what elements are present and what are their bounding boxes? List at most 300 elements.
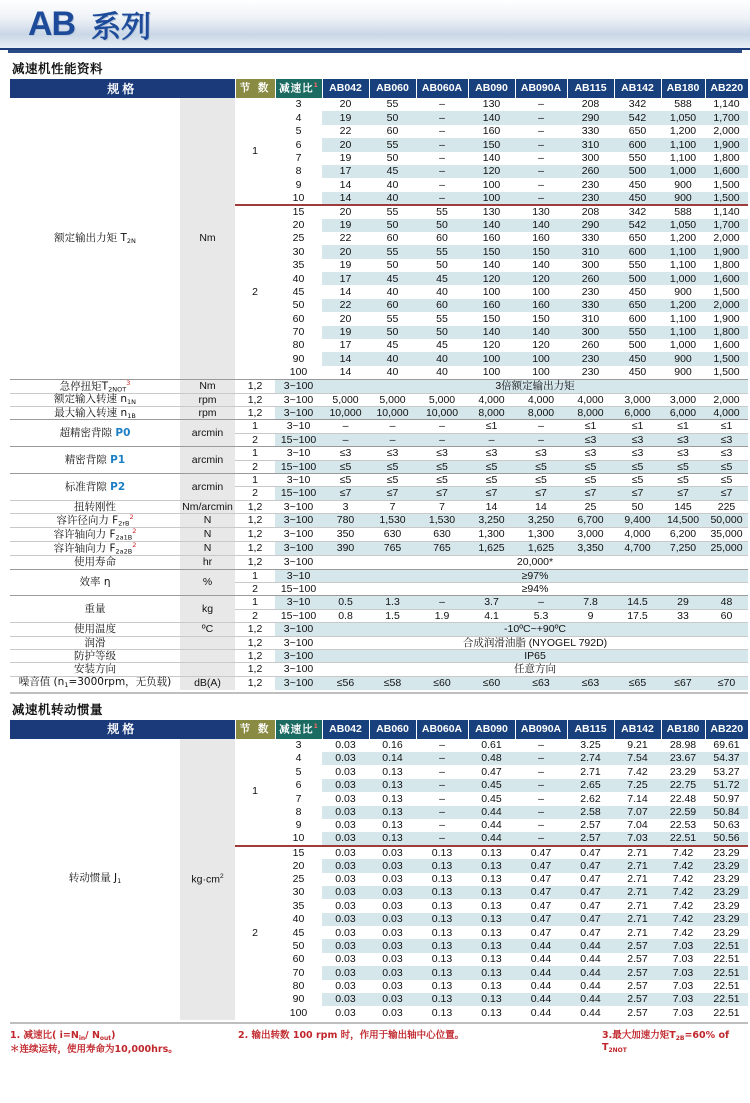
cell-value-5: ≤5 — [567, 460, 614, 473]
cell-value-1: 40 — [369, 352, 416, 365]
cell-value-6: 2.71 — [614, 873, 661, 886]
cell-span-value: IP65 — [322, 649, 748, 662]
cell-value-5: 2.58 — [567, 806, 614, 819]
cell-stage: 1,2 — [235, 500, 275, 513]
cell-value-0: 17 — [322, 339, 369, 352]
cell-value-8: 23.29 — [705, 873, 748, 886]
cell-value-5: 2.62 — [567, 792, 614, 805]
cell-value-2: – — [416, 125, 468, 138]
cell-ratio: 90 — [275, 993, 322, 1006]
cell-ratio: 3~100 — [275, 663, 322, 676]
row-label-5: 标准背隙 P2 — [10, 474, 180, 501]
cell-value-2: 50 — [416, 259, 468, 272]
cell-value-0: 0.03 — [322, 739, 369, 752]
cell-value-7: 14,500 — [661, 514, 705, 528]
cell-ratio: 3~100 — [275, 676, 322, 689]
cell-value-7: 6,000 — [661, 407, 705, 420]
cell-value-7: 22.59 — [661, 806, 705, 819]
cell-value-6: ≤1 — [614, 420, 661, 433]
cell-value-7: 1,100 — [661, 326, 705, 339]
cell-ratio: 20 — [275, 859, 322, 872]
cell-value-6: 4,700 — [614, 542, 661, 556]
cell-ratio: 60 — [275, 953, 322, 966]
cell-value-4: – — [515, 806, 567, 819]
cell-ratio: 3~10 — [275, 420, 322, 433]
cell-value-8: ≤5 — [705, 460, 748, 473]
cell-value-0: 0.03 — [322, 819, 369, 832]
cell-value-8: 23.29 — [705, 926, 748, 939]
cell-value-7: 7.42 — [661, 846, 705, 859]
cell-value-6: 7.25 — [614, 779, 661, 792]
cell-value-4: 100 — [515, 285, 567, 298]
cell-value-8: 1,140 — [705, 98, 748, 111]
cell-value-1: 0.03 — [369, 886, 416, 899]
cell-value-8: 23.29 — [705, 846, 748, 859]
header-model-ab180: AB180 — [661, 79, 705, 98]
cell-value-0: 20 — [322, 98, 369, 111]
cell-value-6: 6,000 — [614, 407, 661, 420]
cell-stage: 1,2 — [235, 663, 275, 676]
cell-value-2: – — [416, 420, 468, 433]
cell-value-2: – — [416, 192, 468, 205]
cell-value-6: ≤5 — [614, 460, 661, 473]
cell-value-4: 150 — [515, 312, 567, 325]
cell-ratio: 30 — [275, 245, 322, 258]
cell-ratio: 15~100 — [275, 609, 322, 622]
cell-value-8: 50.56 — [705, 832, 748, 845]
cell-value-5: 260 — [567, 272, 614, 285]
cell-value-7: 6,200 — [661, 528, 705, 542]
cell-ratio: 35 — [275, 259, 322, 272]
cell-value-4: 0.47 — [515, 846, 567, 859]
cell-span-value: 合成润滑油脂 (NYOGEL 792D) — [322, 636, 748, 649]
cell-value-2: 0.13 — [416, 913, 468, 926]
cell-value-3: 140 — [468, 111, 515, 124]
cell-value-5: 208 — [567, 205, 614, 218]
cell-value-7: 1,100 — [661, 312, 705, 325]
cell-value-7: ≤5 — [661, 474, 705, 487]
cell-ratio: 3~100 — [275, 500, 322, 513]
cell-value-2: – — [416, 819, 468, 832]
cell-value-3: 140 — [468, 219, 515, 232]
cell-value-1: 0.03 — [369, 980, 416, 993]
cell-value-8: 225 — [705, 500, 748, 513]
cell-value-5: 300 — [567, 326, 614, 339]
cell-value-0: 390 — [322, 542, 369, 556]
cell-value-6: 17.5 — [614, 609, 661, 622]
cell-value-1: ≤5 — [369, 474, 416, 487]
header-model-ab115: AB115 — [567, 720, 614, 739]
cell-value-2: 0.13 — [416, 926, 468, 939]
cell-value-4: – — [515, 420, 567, 433]
cell-ratio: 15~100 — [275, 583, 322, 596]
cell-value-7: 33 — [661, 609, 705, 622]
cell-ratio: 3~100 — [275, 542, 322, 556]
cell-value-2: 55 — [416, 312, 468, 325]
cell-ratio: 3~100 — [275, 623, 322, 636]
cell-value-0: 0.03 — [322, 939, 369, 952]
cell-value-4: 4,000 — [515, 393, 567, 406]
cell-ratio: 3~10 — [275, 569, 322, 582]
cell-value-0: 22 — [322, 125, 369, 138]
cell-ratio: 60 — [275, 312, 322, 325]
cell-value-8: 22.51 — [705, 953, 748, 966]
cell-value-8: 53.27 — [705, 765, 748, 778]
cell-value-0: 19 — [322, 259, 369, 272]
cell-value-1: 40 — [369, 178, 416, 191]
cell-value-1: ≤3 — [369, 447, 416, 460]
cell-value-2: 40 — [416, 352, 468, 365]
cell-value-7: 1,100 — [661, 138, 705, 151]
cell-value-0: ≤5 — [322, 460, 369, 473]
cell-value-3: 0.13 — [468, 886, 515, 899]
footnote-1: 1. 减速比( $i=N_{in}/$ $N_{out}$) — [10, 1029, 116, 1042]
cell-value-1: 40 — [369, 366, 416, 379]
cell-value-6: 500 — [614, 165, 661, 178]
cell-span-value: 3倍额定输出力矩 — [322, 379, 748, 393]
cell-stage: 2 — [235, 460, 275, 473]
row-unit-3: arcmin — [180, 420, 235, 447]
row-label-0: 急停扭矩$T_{2NOT}^3$ — [10, 379, 180, 393]
cell-value-2: 0.13 — [416, 993, 468, 1006]
row-label-6: 扭转刚性 — [10, 500, 180, 513]
row-label-8: 容许轴向力 $F_{2a1B}^2$ — [10, 528, 180, 542]
table-row — [10, 500, 748, 513]
cell-value-7: 3,000 — [661, 393, 705, 406]
cell-value-1: 45 — [369, 272, 416, 285]
cell-value-2: 55 — [416, 205, 468, 218]
cell-ratio: 15 — [275, 846, 322, 859]
cell-value-6: 542 — [614, 219, 661, 232]
cell-value-6: 650 — [614, 232, 661, 245]
cell-value-6: 450 — [614, 366, 661, 379]
cell-value-3: 0.13 — [468, 859, 515, 872]
cell-value-6: 342 — [614, 98, 661, 111]
cell-value-2: 0.13 — [416, 953, 468, 966]
cell-value-7: 7.42 — [661, 859, 705, 872]
cell-value-0: 0.03 — [322, 779, 369, 792]
row-unit-2: rpm — [180, 407, 235, 420]
cell-value-0: 0.03 — [322, 913, 369, 926]
cell-value-4: – — [515, 178, 567, 191]
cell-value-1: 0.03 — [369, 859, 416, 872]
cell-value-6: 4,000 — [614, 528, 661, 542]
cell-value-7: ≤1 — [661, 420, 705, 433]
cell-value-4: 150 — [515, 245, 567, 258]
cell-value-1: 0.13 — [369, 779, 416, 792]
cell-value-7: 900 — [661, 192, 705, 205]
cell-value-5: 3,350 — [567, 542, 614, 556]
cell-value-5: 230 — [567, 192, 614, 205]
row-stage-1: 1 — [235, 739, 275, 846]
cell-value-0: 0.03 — [322, 886, 369, 899]
cell-value-0: 0.03 — [322, 980, 369, 993]
row-label-inertia: 转动惯量 $J_1$ — [10, 739, 180, 1020]
cell-value-5: 208 — [567, 98, 614, 111]
table1-bottom-rule — [10, 692, 748, 694]
cell-value-7: 145 — [661, 500, 705, 513]
cell-ratio: 20 — [275, 219, 322, 232]
cell-value-6: ≤7 — [614, 487, 661, 500]
row-unit-9: N — [180, 542, 235, 556]
cell-value-5: 0.47 — [567, 846, 614, 859]
cell-value-3: 0.45 — [468, 779, 515, 792]
cell-value-2: – — [416, 779, 468, 792]
row-unit-inertia: $kg\cdot cm^2$ — [180, 739, 235, 1020]
row-unit-7: N — [180, 514, 235, 528]
cell-value-0: 0.03 — [322, 953, 369, 966]
cell-stage: 1 — [235, 569, 275, 582]
cell-value-4: 0.44 — [515, 966, 567, 979]
cell-value-8: 2,000 — [705, 299, 748, 312]
cell-value-3: 0.44 — [468, 819, 515, 832]
cell-value-4: 120 — [515, 272, 567, 285]
cell-value-2: – — [416, 98, 468, 111]
cell-value-2: – — [416, 178, 468, 191]
cell-stage: 1,2 — [235, 393, 275, 406]
cell-value-3: 0.13 — [468, 926, 515, 939]
cell-value-7: 1,200 — [661, 232, 705, 245]
cell-value-6: 500 — [614, 339, 661, 352]
cell-value-7: 588 — [661, 205, 705, 218]
header-model-ab042: AB042 — [322, 79, 369, 98]
cell-value-8: 50,000 — [705, 514, 748, 528]
cell-value-2: 0.13 — [416, 939, 468, 952]
cell-value-7: 28.98 — [661, 739, 705, 752]
cell-value-0: ≤56 — [322, 676, 369, 689]
row-stage-2: 2 — [235, 205, 275, 379]
cell-value-1: 40 — [369, 285, 416, 298]
cell-value-3: 100 — [468, 192, 515, 205]
cell-value-8: 1,600 — [705, 272, 748, 285]
cell-value-2: 60 — [416, 232, 468, 245]
cell-value-0: 19 — [322, 219, 369, 232]
cell-value-0: 780 — [322, 514, 369, 528]
cell-value-7: 7.42 — [661, 886, 705, 899]
row-unit-rated-torque: Nm — [180, 98, 235, 379]
cell-value-8: 23.29 — [705, 899, 748, 912]
cell-stage: 1 — [235, 474, 275, 487]
cell-value-4: – — [515, 779, 567, 792]
cell-value-0: 10,000 — [322, 407, 369, 420]
cell-value-3: 0.13 — [468, 899, 515, 912]
header-model-ab060a: AB060A — [416, 720, 468, 739]
cell-value-5: 8,000 — [567, 407, 614, 420]
cell-value-6: 650 — [614, 125, 661, 138]
cell-value-3: 100 — [468, 285, 515, 298]
cell-value-1: 50 — [369, 152, 416, 165]
cell-value-2: – — [416, 806, 468, 819]
cell-value-4: 0.44 — [515, 1006, 567, 1019]
cell-value-6: 7.07 — [614, 806, 661, 819]
cell-ratio: 15~100 — [275, 433, 322, 446]
cell-value-4: ≤5 — [515, 460, 567, 473]
cell-value-2: 10,000 — [416, 407, 468, 420]
header-ratio: 减速比$^1$ — [275, 79, 322, 98]
banner-divider — [8, 50, 742, 53]
header-model-ab220: AB220 — [705, 720, 748, 739]
cell-value-5: 0.44 — [567, 993, 614, 1006]
cell-value-8: 1,500 — [705, 366, 748, 379]
footnotes — [10, 1027, 748, 1057]
cell-value-3: ≤7 — [468, 487, 515, 500]
cell-value-1: 0.03 — [369, 846, 416, 859]
cell-value-2: 50 — [416, 219, 468, 232]
cell-value-3: 150 — [468, 245, 515, 258]
cell-value-1: 40 — [369, 192, 416, 205]
cell-value-6: 2.71 — [614, 859, 661, 872]
cell-value-0: 0.5 — [322, 596, 369, 609]
cell-value-6: 550 — [614, 259, 661, 272]
cell-ratio: 5 — [275, 765, 322, 778]
cell-value-7: 1,050 — [661, 111, 705, 124]
cell-value-3: 0.13 — [468, 993, 515, 1006]
cell-value-4: 1,300 — [515, 528, 567, 542]
table-row — [10, 379, 748, 393]
cell-ratio: 80 — [275, 980, 322, 993]
cell-value-4: ≤7 — [515, 487, 567, 500]
cell-value-3: 0.13 — [468, 939, 515, 952]
cell-value-5: 300 — [567, 152, 614, 165]
cell-value-1: 630 — [369, 528, 416, 542]
cell-value-0: 0.03 — [322, 832, 369, 845]
cell-value-3: 0.47 — [468, 765, 515, 778]
cell-value-1: 45 — [369, 165, 416, 178]
cell-value-0: 0.03 — [322, 899, 369, 912]
table-row — [10, 596, 748, 609]
cell-ratio: 45 — [275, 926, 322, 939]
cell-value-7: 900 — [661, 285, 705, 298]
cell-value-5: 0.47 — [567, 913, 614, 926]
cell-value-6: 2.71 — [614, 913, 661, 926]
cell-value-6: 2.57 — [614, 993, 661, 1006]
cell-value-2: – — [416, 152, 468, 165]
table-row — [10, 663, 748, 676]
cell-value-4: – — [515, 596, 567, 609]
cell-stage: 1,2 — [235, 528, 275, 542]
cell-value-1: 5,000 — [369, 393, 416, 406]
cell-value-0: 0.03 — [322, 1006, 369, 1019]
cell-value-8: ≤1 — [705, 420, 748, 433]
cell-value-5: 2.57 — [567, 832, 614, 845]
header-stage: 节 数 — [235, 79, 275, 98]
cell-value-7: 23.67 — [661, 752, 705, 765]
cell-ratio: 9 — [275, 178, 322, 191]
cell-value-4: ≤5 — [515, 474, 567, 487]
cell-value-8: 1,700 — [705, 111, 748, 124]
cell-value-4: – — [515, 832, 567, 845]
cell-ratio: 3~100 — [275, 393, 322, 406]
cell-value-4: – — [515, 152, 567, 165]
cell-value-3: 0.61 — [468, 739, 515, 752]
cell-ratio: 100 — [275, 366, 322, 379]
cell-value-2: – — [416, 752, 468, 765]
cell-value-0: 20 — [322, 138, 369, 151]
cell-ratio: 15~100 — [275, 487, 322, 500]
cell-value-8: 22.51 — [705, 980, 748, 993]
cell-value-5: ≤63 — [567, 676, 614, 689]
cell-span-value: -10ºC~+90ºC — [322, 623, 748, 636]
row-label-3: 超精密背隙 P0 — [10, 420, 180, 447]
cell-value-6: 450 — [614, 352, 661, 365]
cell-ratio: 30 — [275, 886, 322, 899]
cell-value-8: ≤7 — [705, 487, 748, 500]
cell-value-5: 330 — [567, 125, 614, 138]
cell-value-2: – — [416, 792, 468, 805]
cell-value-8: 25,000 — [705, 542, 748, 556]
cell-value-1: 45 — [369, 339, 416, 352]
cell-ratio: 3~100 — [275, 514, 322, 528]
cell-value-5: 310 — [567, 312, 614, 325]
cell-value-5: 230 — [567, 285, 614, 298]
cell-ratio: 45 — [275, 285, 322, 298]
table-row — [10, 420, 748, 433]
cell-value-8: 1,900 — [705, 138, 748, 151]
cell-value-3: ≤3 — [468, 447, 515, 460]
cell-value-8: 23.29 — [705, 886, 748, 899]
cell-value-1: 1.3 — [369, 596, 416, 609]
cell-value-2: 0.13 — [416, 899, 468, 912]
cell-value-1: 0.13 — [369, 819, 416, 832]
cell-value-6: 2.57 — [614, 1006, 661, 1019]
table-row — [10, 556, 748, 569]
cell-value-8: ≤5 — [705, 474, 748, 487]
cell-value-6: 2.57 — [614, 980, 661, 993]
cell-stage: 2 — [235, 609, 275, 622]
cell-ratio: 3~100 — [275, 636, 322, 649]
cell-value-7: 22.51 — [661, 832, 705, 845]
cell-value-0: 19 — [322, 152, 369, 165]
header-model-ab142: AB142 — [614, 720, 661, 739]
cell-value-4: 140 — [515, 219, 567, 232]
cell-value-7: ≤7 — [661, 487, 705, 500]
cell-value-7: 29 — [661, 596, 705, 609]
row-label-2: 最大输入转速 $n_{1B}$ — [10, 407, 180, 420]
cell-value-1: – — [369, 433, 416, 446]
table-row — [10, 98, 748, 111]
cell-value-1: 0.03 — [369, 899, 416, 912]
cell-value-4: 0.47 — [515, 913, 567, 926]
row-unit-13: ºC — [180, 623, 235, 636]
cell-ratio: 35 — [275, 899, 322, 912]
header-model-ab090: AB090 — [468, 79, 515, 98]
cell-value-3: ≤5 — [468, 474, 515, 487]
cell-ratio: 6 — [275, 138, 322, 151]
cell-value-4: 100 — [515, 352, 567, 365]
cell-value-2: ≤7 — [416, 487, 468, 500]
cell-value-2: – — [416, 596, 468, 609]
cell-value-6: 7.14 — [614, 792, 661, 805]
cell-value-0: 0.03 — [322, 926, 369, 939]
cell-value-5: 3.25 — [567, 739, 614, 752]
cell-value-1: 55 — [369, 98, 416, 111]
cell-value-4: – — [515, 165, 567, 178]
cell-value-6: 600 — [614, 245, 661, 258]
cell-value-8: 23.29 — [705, 913, 748, 926]
cell-value-4: – — [515, 98, 567, 111]
cell-value-4: – — [515, 433, 567, 446]
cell-value-3: 8,000 — [468, 407, 515, 420]
cell-value-0: 0.03 — [322, 859, 369, 872]
cell-value-1: 50 — [369, 111, 416, 124]
cell-value-7: 1,050 — [661, 219, 705, 232]
cell-value-4: 5.3 — [515, 609, 567, 622]
cell-value-0: 20 — [322, 205, 369, 218]
section-title-inertia: 减速机转动惯量 — [12, 701, 104, 717]
cell-stage: 1,2 — [235, 636, 275, 649]
cell-value-1: 0.03 — [369, 993, 416, 1006]
cell-value-6: 600 — [614, 312, 661, 325]
